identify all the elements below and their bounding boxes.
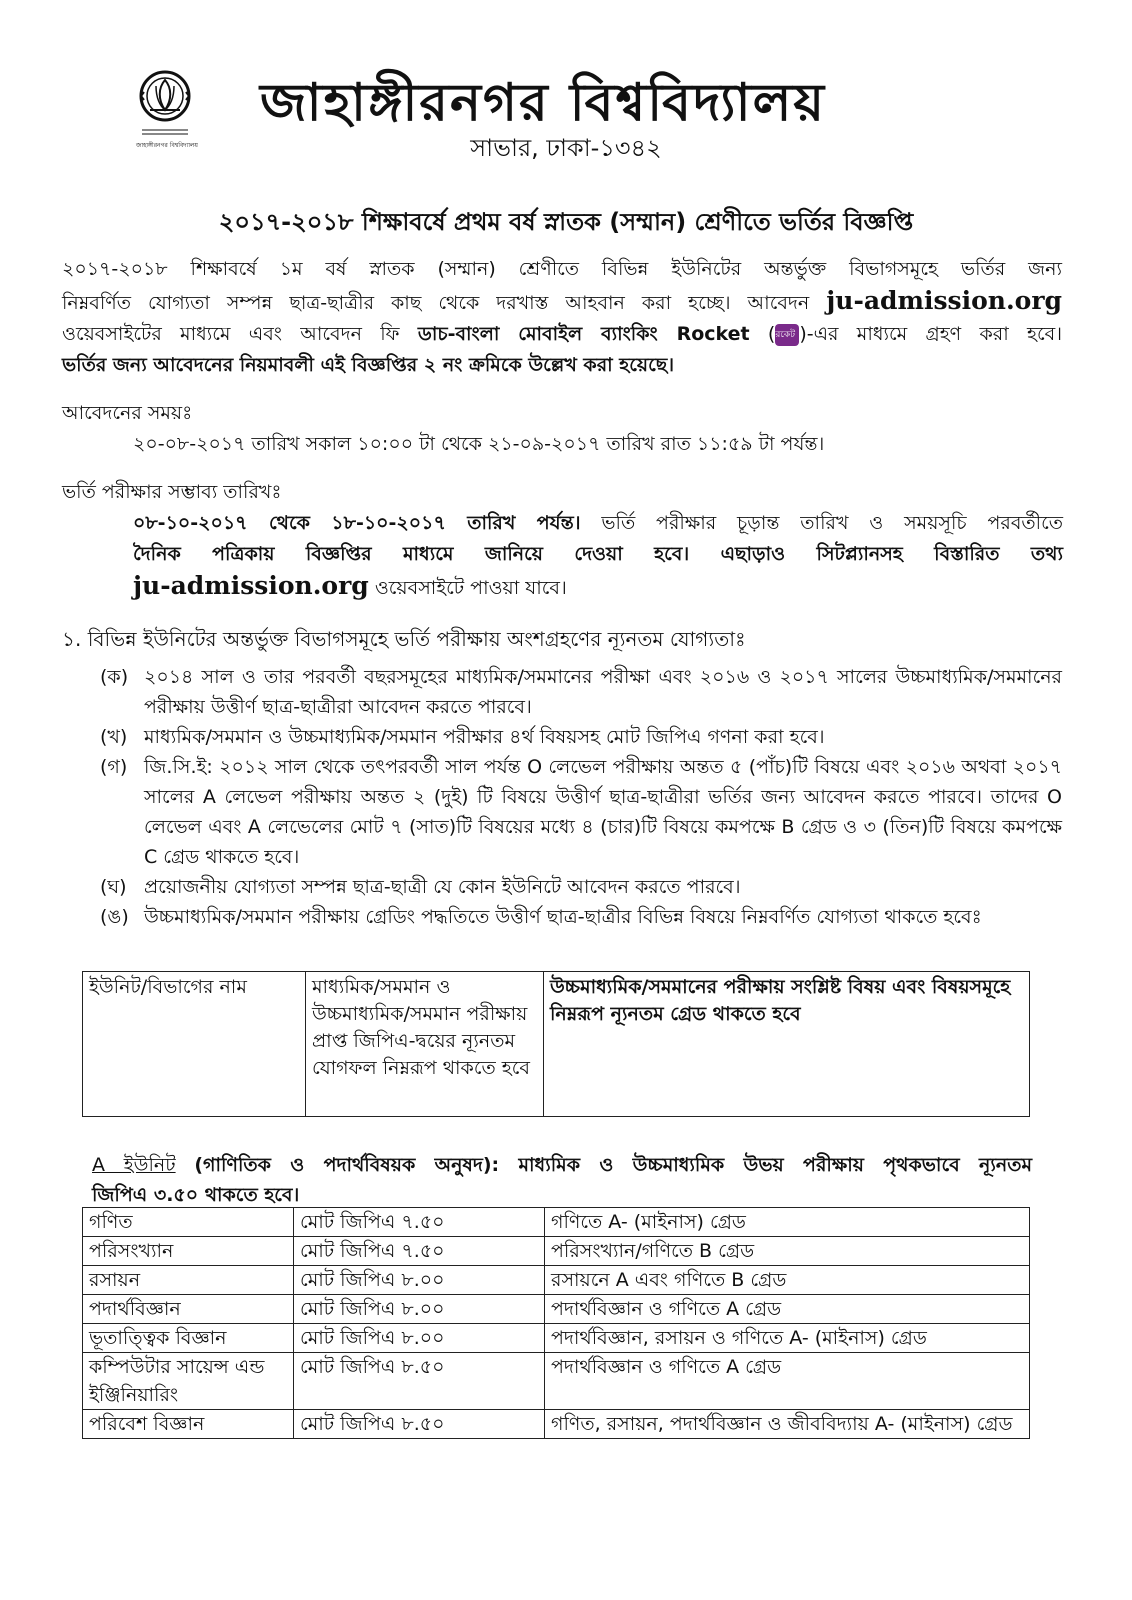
exam-line-2-text: দৈনিক পত্রিকায় বিজ্ঞপ্তির মাধ্যমে জানিয়ে দেওয়া হবে। এছাড়াও সিটপ্ল্যানসহ বিস্তারিত তথ্য — [133, 543, 1063, 565]
table-cell: রসায়ন — [83, 1266, 294, 1295]
intro-line-2-text: নিম্নবর্ণিত যোগ্যতা সম্পন্ন ছাত্র-ছাত্রীর কাছ থেকে দরখাস্ত আহবান করা হচ্ছে। আবেদন — [62, 292, 810, 314]
table-cell: মোট জিপিএ ৭.৫০ — [294, 1208, 545, 1237]
table-row — [83, 1295, 1030, 1324]
item-text: প্রয়োজনীয় যোগ্যতা সম্পন্ন ছাত্র-ছাত্রী যে কোন ইউনিটে আবেদন করতে পারবে। — [144, 876, 741, 898]
list-item — [100, 722, 1062, 752]
intro-line-3-a: ওয়েবসাইটের মাধ্যমে এবং আবেদন ফি — [62, 323, 400, 345]
payment-method: ডাচ-বাংলা মোবাইল ব্যাংকিং Rocket — [417, 323, 750, 345]
table-cell: পদার্থবিজ্ঞান — [83, 1295, 294, 1324]
table-cell: পরিসংখ্যান/গণিতে B গ্রেড — [545, 1237, 1030, 1266]
exam-date-range: ০৮-১০-২০১৭ থেকে ১৮-১০-২০১৭ তারিখ পর্যন্ত। — [133, 512, 581, 534]
table-row — [83, 1208, 1030, 1237]
unit-a-line-2 — [92, 1180, 1032, 1210]
table-cell: কম্পিউটার সায়েন্স এন্ড ইঞ্জিনিয়ারিং — [83, 1353, 294, 1410]
table-cell: মাধ্যমিক/সমমান ও উচ্চমাধ্যমিক/সমমান পরীক্ষায় প্রাপ্ত জিপিএ-দ্বয়ের ন্যূনতম যোগফল নিম্নরূপ থাকতে হবে — [306, 972, 544, 1117]
item-label: (ঙ) — [100, 906, 129, 928]
table-row — [83, 1353, 1030, 1410]
list-item — [100, 752, 1062, 872]
exam-date-paragraph — [133, 508, 1063, 604]
application-time-text: ২০-০৮-২০১৭ তারিখ সকাল ১০:০০ টা থেকে ২১-০৯-২০১৭ তারিখ রাত ১১:৫৯ টা পর্যন্ত। — [133, 433, 825, 455]
intro-paragraph — [62, 254, 1062, 381]
table-row — [83, 1410, 1030, 1439]
item-text: ২০১৪ সাল ও তার পরবর্তী বছরসমূহের মাধ্যমিক/সমমানের পরীক্ষা এবং ২০১৬ ও ২০১৭ সালের উচ্চমাধ্যমিক/সমমানের পরীক্ষায় উত্তীর্ণ ছাত্র-ছাত্রীরা আবেদন করতে পারবে। — [144, 666, 1062, 718]
table-cell: রসায়নে A এবং গণিতে B গ্রেড — [545, 1266, 1030, 1295]
requirements-heading: ১. বিভিন্ন ইউনিটের অন্তর্ভুক্ত বিভাগসমূহে ভর্তি পরীক্ষায় অংশগ্রহণের ন্যূনতম যোগ্যতাঃ — [62, 627, 746, 651]
intro-line-1: ২০১৭-২০১৮ শিক্ষাবর্ষে ১ম বর্ষ স্নাতক (সম্মান) শ্রেণীতে বিভিন্ন ইউনিটের অন্তর্ভুক্ত বিভাগসমূহে ভর্তির জন্য — [62, 258, 1062, 280]
item-text: মাধ্যমিক/সমমান ও উচ্চমাধ্যমিক/সমমান পরীক্ষার ৪র্থ বিষয়সহ মোট জিপিএ গণনা করা হবে। — [144, 726, 825, 748]
criteria-header-table — [82, 971, 1030, 1117]
university-name: জাহাঙ্গীরনগর বিশ্ববিদ্যালয় — [260, 73, 826, 133]
list-item — [100, 902, 1062, 932]
intro-line-4-text: ভর্তির জন্য আবেদনের নিয়মাবলী এই বিজ্ঞপ্তির ২ নং ক্রমিকে উল্লেখ করা হয়েছে। — [62, 354, 675, 376]
list-item — [100, 662, 1062, 722]
table-row — [83, 972, 1030, 1117]
table-cell: পদার্থবিজ্ঞান ও গণিতে A গ্রেড — [545, 1353, 1030, 1410]
table-cell: গণিত, রসায়ন, পদার্থবিজ্ঞান ও জীববিদ্যায় A- (মাইনাস) গ্রেড — [545, 1410, 1030, 1439]
table-cell: পদার্থবিজ্ঞান, রসায়ন ও গণিতে A- (মাইনাস) গ্রেড — [545, 1324, 1030, 1353]
list-item — [100, 872, 1062, 902]
intro-line-3-b: -এর মাধ্যমে গ্রহণ করা হবে। — [806, 323, 1062, 345]
table-row — [83, 1237, 1030, 1266]
table-cell: মোট জিপিএ ৮.০০ — [294, 1324, 545, 1353]
table-cell: মোট জিপিএ ৮.০০ — [294, 1266, 545, 1295]
exam-website-link[interactable]: ju-admission.org — [133, 571, 369, 600]
table-cell: মোট জিপিএ ৮.০০ — [294, 1295, 545, 1324]
intro-line-2 — [62, 285, 1062, 319]
table-cell: গণিতে A- (মাইনাস) গ্রেড — [545, 1208, 1030, 1237]
item-text: উচ্চমাধ্যমিক/সমমান পরীক্ষায় গ্রেডিং পদ্ধতিতে উত্তীর্ণ ছাত্র-ছাত্রীর বিভিন্ন বিষয়ে নিম্নবর্ণিত যোগ্যতা থাকতে হবেঃ — [144, 906, 982, 928]
table-row — [83, 1324, 1030, 1353]
table-cell: গণিত — [83, 1208, 294, 1237]
table-cell-text: উচ্চমাধ্যমিক/সমমানের পরীক্ষায় সংশ্লিষ্ট বিষয় এবং বিষয়সমূহে নিম্নরূপ ন্যূনতম গ্রেড থাকতে হবে — [550, 976, 1011, 1025]
notice-title: ২০১৭-২০১৮ শিক্ষাবর্ষে প্রথম বর্ষ স্নাতক (সম্মান) শ্রেণীতে ভর্তির বিজ্ঞপ্তি — [218, 208, 914, 236]
unit-a-title: A ইউনিট — [92, 1154, 176, 1176]
table-cell: মোট জিপিএ ৮.৫০ — [294, 1410, 545, 1439]
university-address: সাভার, ঢাকা-১৩৪২ — [470, 134, 662, 162]
exam-line-1-rest: ভর্তি পরীক্ষার চূড়ান্ত তারিখ ও সময়সূচি পরবর্তীতে — [601, 512, 1063, 534]
logo-caption: জাহাঙ্গীরনগর বিশ্ববিদ্যালয় — [136, 142, 198, 149]
item-label: (ক) — [100, 666, 129, 688]
unit-a-table — [82, 1207, 1030, 1439]
intro-line-4 — [62, 350, 1062, 381]
unit-a-title-rest: (গাণিতিক ও পদার্থবিষয়ক অনুষদ): মাধ্যমিক ও উচ্চমাধ্যমিক উভয় পরীক্ষায় পৃথকভাবে ন্যূনতম — [194, 1154, 1032, 1176]
intro-line-3: ওয়েবসাইটের মাধ্যমে এবং আবেদন ফি ডাচ-বাংলা মোবাইল ব্যাংকিং Rocket (রকেট )-এর মাধ্যমে গ্রহণ করা হবে। — [62, 323, 1062, 345]
exam-line-3 — [133, 570, 1063, 604]
table-cell: মোট জিপিএ ৭.৫০ — [294, 1237, 545, 1266]
exam-line-1 — [133, 508, 1063, 539]
rocket-logo-icon: রকেট — [775, 324, 799, 346]
exam-line-2 — [133, 539, 1063, 570]
table-row — [83, 1266, 1030, 1295]
table-cell: পরিবেশ বিজ্ঞান — [83, 1410, 294, 1439]
unit-a-heading — [92, 1150, 1032, 1210]
table-cell: ইউনিট/বিভাগের নাম — [83, 972, 306, 1117]
item-label: (ঘ) — [100, 876, 127, 898]
exam-date-heading: ভর্তি পরীক্ষার সম্ভাব্য তারিখঃ — [62, 481, 282, 503]
table-cell — [544, 972, 1030, 1117]
unit-a-line-1 — [92, 1150, 1032, 1180]
table-cell: পদার্থবিজ্ঞান ও গণিতে A গ্রেড — [545, 1295, 1030, 1324]
unit-a-line-2-text: জিপিএ ৩.৫০ থাকতে হবে। — [92, 1184, 300, 1206]
table-cell: ভূতাত্ত্বিক বিজ্ঞান — [83, 1324, 294, 1353]
website-link[interactable]: ju-admission.org — [826, 286, 1062, 315]
table-cell: পরিসংখ্যান — [83, 1237, 294, 1266]
table-cell: মোট জিপিএ ৮.৫০ — [294, 1353, 545, 1410]
item-text: জি.সি.ই: ২০১২ সাল থেকে তৎপরবর্তী সাল পর্যন্ত O লেভেল পরীক্ষায় অন্তত ৫ (পাঁচ)টি বিষয়ে এবং ২০১৬ অথবা ২০১৭ সালের A লেভেল পরীক্ষায় অন্তত ২ (দুই) টি বিষয়ে উত্তীর্ণ ছাত্র-ছাত্রীরা ভর্তির জন্য আবেদন করতে পারবে। তাদের O লেভেল এবং A লেভেলের মোট ৭ (সাত)টি বিষয়ের মধ্যে ৪ (চার)টি বিষয়ে কমপক্ষে B গ্রেড ও ৩ (তিন)টি বিষয়ে কমপক্ষে C গ্রেড থাকতে হবে। — [144, 756, 1062, 868]
item-label: (গ) — [100, 756, 128, 778]
application-time-heading: আবেদনের সময়ঃ — [62, 402, 193, 424]
requirements-list — [100, 662, 1062, 932]
item-label: (খ) — [100, 726, 128, 748]
exam-line-3-rest: ওয়েবসাইটে পাওয়া যাবে। — [374, 577, 567, 599]
